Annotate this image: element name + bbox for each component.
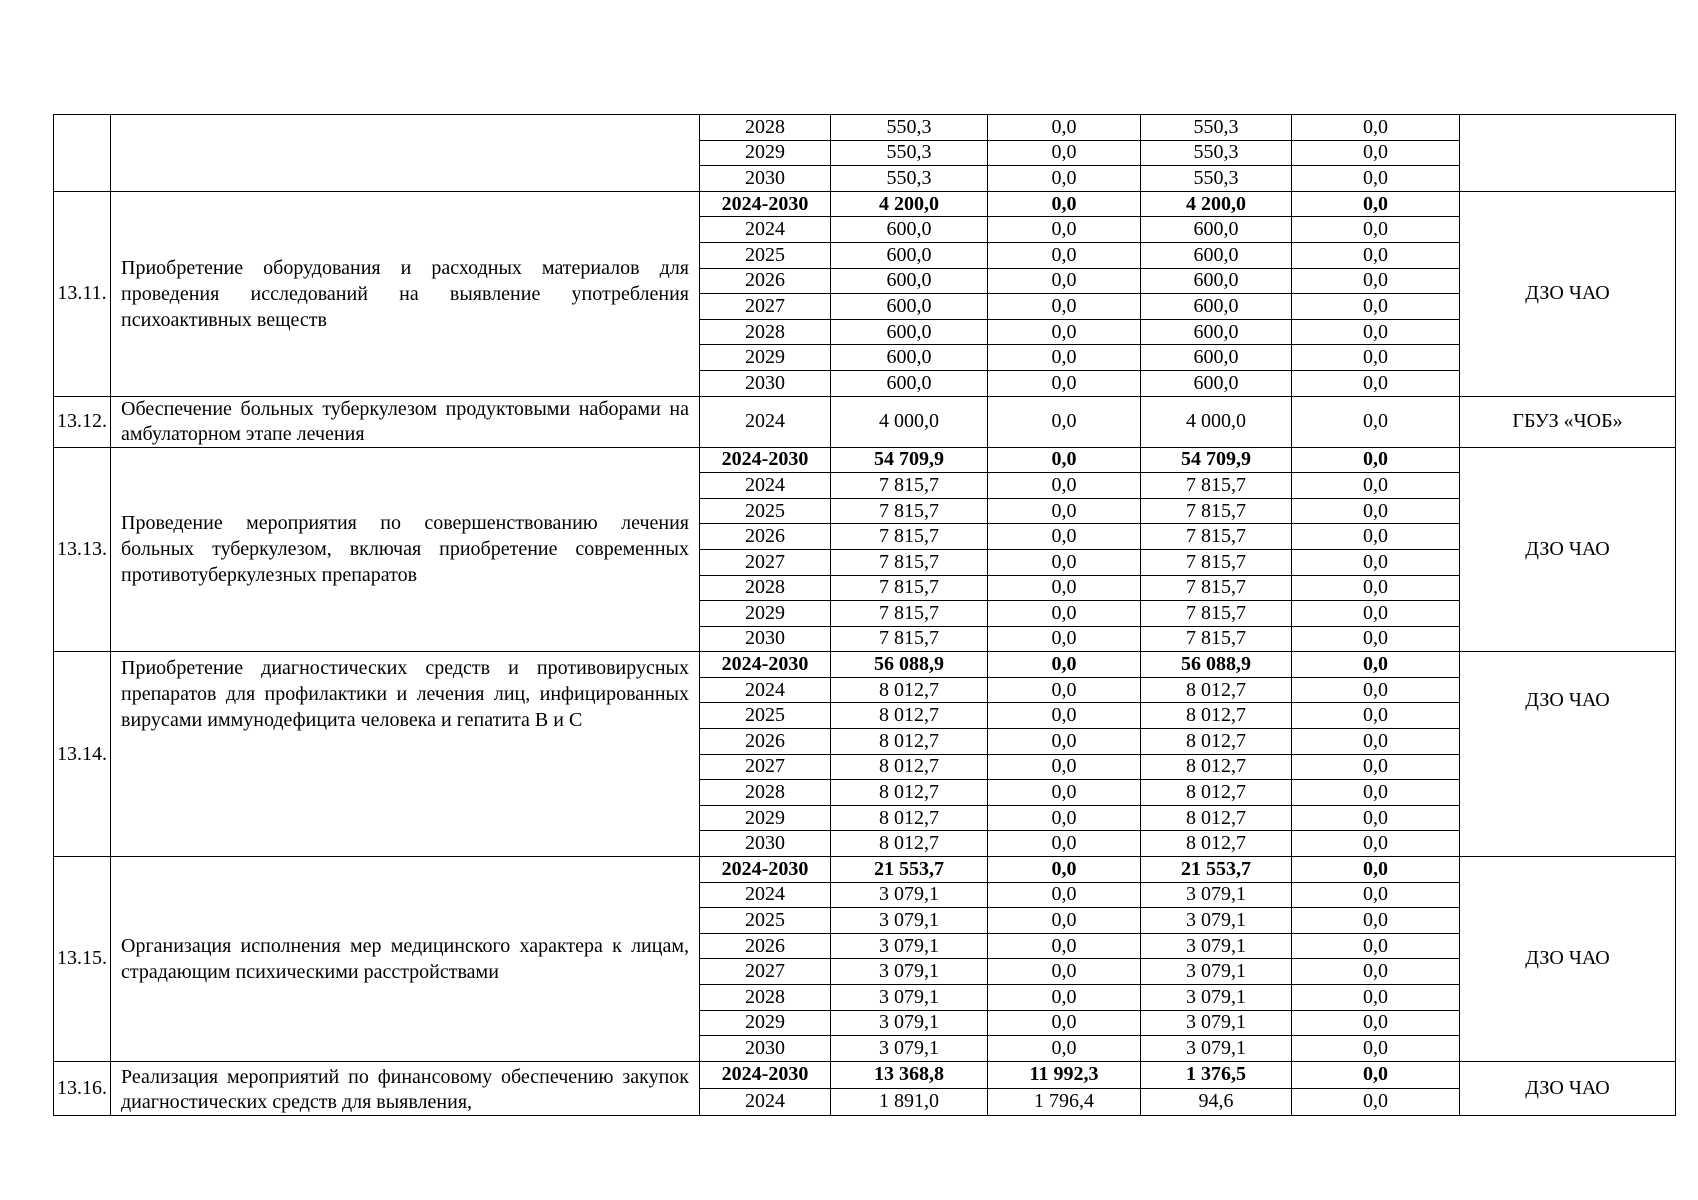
other-cell: 0,0 [1292, 294, 1460, 320]
other-cell: 0,0 [1292, 754, 1460, 780]
item-number: 13.14. [54, 652, 111, 857]
table-row [54, 652, 1676, 678]
total-cell: 4 200,0 [831, 191, 988, 217]
regional-cell: 550,3 [1141, 115, 1292, 141]
other-cell: 0,0 [1292, 933, 1460, 959]
regional-cell: 600,0 [1141, 345, 1292, 371]
regional-cell: 54 709,9 [1141, 447, 1292, 473]
other-cell: 0,0 [1292, 370, 1460, 396]
total-cell: 7 815,7 [831, 575, 988, 601]
item-number: 13.15. [54, 857, 111, 1062]
federal-cell: 0,0 [988, 217, 1141, 243]
executor-cell: ДЗО ЧАО [1460, 857, 1676, 1062]
federal-cell: 0,0 [988, 166, 1141, 192]
total-cell: 3 079,1 [831, 908, 988, 934]
regional-cell: 550,3 [1141, 140, 1292, 166]
federal-cell: 0,0 [988, 959, 1141, 985]
year-cell: 2024 [700, 882, 831, 908]
table-row [54, 1061, 1676, 1088]
year-cell: 2030 [700, 370, 831, 396]
federal-cell: 0,0 [988, 268, 1141, 294]
regional-cell: 8 012,7 [1141, 703, 1292, 729]
regional-cell: 8 012,7 [1141, 831, 1292, 857]
other-cell: 0,0 [1292, 447, 1460, 473]
total-cell: 8 012,7 [831, 780, 988, 806]
total-cell: 1 891,0 [831, 1088, 988, 1115]
regional-cell: 7 815,7 [1141, 498, 1292, 524]
regional-cell: 8 012,7 [1141, 729, 1292, 755]
total-cell: 8 012,7 [831, 831, 988, 857]
total-cell: 8 012,7 [831, 754, 988, 780]
other-cell: 0,0 [1292, 268, 1460, 294]
regional-cell: 4 200,0 [1141, 191, 1292, 217]
other-cell: 0,0 [1292, 575, 1460, 601]
year-cell: 2029 [700, 1010, 831, 1036]
federal-cell: 0,0 [988, 908, 1141, 934]
total-cell: 600,0 [831, 319, 988, 345]
regional-cell: 600,0 [1141, 370, 1292, 396]
regional-cell: 3 079,1 [1141, 908, 1292, 934]
regional-cell: 8 012,7 [1141, 677, 1292, 703]
federal-cell: 0,0 [988, 396, 1141, 447]
total-cell: 3 079,1 [831, 1010, 988, 1036]
federal-cell: 0,0 [988, 524, 1141, 550]
total-cell: 7 815,7 [831, 601, 988, 627]
other-cell: 0,0 [1292, 345, 1460, 371]
other-cell: 0,0 [1292, 729, 1460, 755]
other-cell: 0,0 [1292, 626, 1460, 652]
other-cell: 0,0 [1292, 524, 1460, 550]
year-cell: 2024-2030 [700, 857, 831, 883]
executor-cell: ДЗО ЧАО [1460, 191, 1676, 396]
year-cell: 2029 [700, 140, 831, 166]
regional-cell: 3 079,1 [1141, 959, 1292, 985]
table-row [54, 447, 1676, 473]
total-cell: 600,0 [831, 242, 988, 268]
federal-cell: 0,0 [988, 370, 1141, 396]
federal-cell: 0,0 [988, 1010, 1141, 1036]
other-cell: 0,0 [1292, 396, 1460, 447]
regional-cell: 3 079,1 [1141, 1010, 1292, 1036]
executor-cell: ГБУЗ «ЧОБ» [1460, 396, 1676, 447]
program-funding-table [53, 114, 1676, 1116]
federal-cell: 0,0 [988, 933, 1141, 959]
executor-cell: ДЗО ЧАО [1460, 1061, 1676, 1115]
year-cell: 2024-2030 [700, 652, 831, 678]
other-cell: 0,0 [1292, 140, 1460, 166]
year-cell: 2030 [700, 1036, 831, 1062]
item-number [54, 115, 111, 192]
other-cell: 0,0 [1292, 908, 1460, 934]
regional-cell: 7 815,7 [1141, 473, 1292, 499]
total-cell: 550,3 [831, 140, 988, 166]
total-cell: 54 709,9 [831, 447, 988, 473]
total-cell: 550,3 [831, 166, 988, 192]
regional-cell: 600,0 [1141, 268, 1292, 294]
total-cell: 8 012,7 [831, 677, 988, 703]
other-cell: 0,0 [1292, 1088, 1460, 1115]
regional-cell: 8 012,7 [1141, 754, 1292, 780]
item-description: Проведение мероприятия по совершенствованию лечения больных туберкулезом, включая приобретение современных противотуберкулезных препаратов [111, 447, 700, 652]
year-cell: 2024 [700, 217, 831, 243]
item-description: Приобретение оборудования и расходных материалов для проведения исследований на выявление употребления психоактивных веществ [111, 191, 700, 396]
federal-cell: 0,0 [988, 345, 1141, 371]
total-cell: 7 815,7 [831, 498, 988, 524]
year-cell: 2024 [700, 1088, 831, 1115]
federal-cell: 0,0 [988, 805, 1141, 831]
regional-cell: 7 815,7 [1141, 601, 1292, 627]
federal-cell: 0,0 [988, 1036, 1141, 1062]
federal-cell: 0,0 [988, 601, 1141, 627]
federal-cell: 1 796,4 [988, 1088, 1141, 1115]
other-cell: 0,0 [1292, 549, 1460, 575]
total-cell: 4 000,0 [831, 396, 988, 447]
other-cell: 0,0 [1292, 780, 1460, 806]
federal-cell: 0,0 [988, 549, 1141, 575]
regional-cell: 600,0 [1141, 217, 1292, 243]
item-description: Обеспечение больных туберкулезом продуктовыми наборами на амбулаторном этапе лечения [111, 396, 700, 447]
regional-cell: 7 815,7 [1141, 524, 1292, 550]
year-cell: 2027 [700, 754, 831, 780]
federal-cell: 11 992,3 [988, 1061, 1141, 1088]
year-cell: 2029 [700, 805, 831, 831]
federal-cell: 0,0 [988, 447, 1141, 473]
executor-cell: ДЗО ЧАО [1460, 447, 1676, 652]
total-cell: 7 815,7 [831, 626, 988, 652]
other-cell: 0,0 [1292, 677, 1460, 703]
regional-cell: 1 376,5 [1141, 1061, 1292, 1088]
other-cell: 0,0 [1292, 857, 1460, 883]
other-cell: 0,0 [1292, 959, 1460, 985]
federal-cell: 0,0 [988, 294, 1141, 320]
year-cell: 2027 [700, 959, 831, 985]
regional-cell: 550,3 [1141, 166, 1292, 192]
other-cell: 0,0 [1292, 166, 1460, 192]
year-cell: 2026 [700, 268, 831, 294]
year-cell: 2029 [700, 601, 831, 627]
total-cell: 3 079,1 [831, 882, 988, 908]
item-number: 13.11. [54, 191, 111, 396]
total-cell: 3 079,1 [831, 933, 988, 959]
total-cell: 600,0 [831, 370, 988, 396]
other-cell: 0,0 [1292, 1010, 1460, 1036]
item-number: 13.12. [54, 396, 111, 447]
regional-cell: 3 079,1 [1141, 933, 1292, 959]
federal-cell: 0,0 [988, 831, 1141, 857]
year-cell: 2026 [700, 933, 831, 959]
regional-cell: 3 079,1 [1141, 985, 1292, 1011]
year-cell: 2027 [700, 294, 831, 320]
federal-cell: 0,0 [988, 677, 1141, 703]
other-cell: 0,0 [1292, 473, 1460, 499]
other-cell: 0,0 [1292, 831, 1460, 857]
executor-cell: ДЗО ЧАО [1460, 652, 1676, 857]
federal-cell: 0,0 [988, 729, 1141, 755]
total-cell: 3 079,1 [831, 985, 988, 1011]
other-cell: 0,0 [1292, 1036, 1460, 1062]
item-number: 13.16. [54, 1061, 111, 1115]
total-cell: 8 012,7 [831, 703, 988, 729]
other-cell: 0,0 [1292, 217, 1460, 243]
federal-cell: 0,0 [988, 191, 1141, 217]
federal-cell: 0,0 [988, 140, 1141, 166]
federal-cell: 0,0 [988, 780, 1141, 806]
year-cell: 2024 [700, 677, 831, 703]
federal-cell: 0,0 [988, 242, 1141, 268]
year-cell: 2026 [700, 524, 831, 550]
total-cell: 600,0 [831, 345, 988, 371]
total-cell: 8 012,7 [831, 729, 988, 755]
year-cell: 2026 [700, 729, 831, 755]
total-cell: 13 368,8 [831, 1061, 988, 1088]
total-cell: 7 815,7 [831, 524, 988, 550]
other-cell: 0,0 [1292, 805, 1460, 831]
regional-cell: 600,0 [1141, 319, 1292, 345]
other-cell: 0,0 [1292, 498, 1460, 524]
year-cell: 2029 [700, 345, 831, 371]
federal-cell: 0,0 [988, 319, 1141, 345]
year-cell: 2024-2030 [700, 447, 831, 473]
regional-cell: 94,6 [1141, 1088, 1292, 1115]
year-cell: 2028 [700, 115, 831, 141]
regional-cell: 3 079,1 [1141, 882, 1292, 908]
year-cell: 2030 [700, 831, 831, 857]
year-cell: 2025 [700, 242, 831, 268]
total-cell: 7 815,7 [831, 549, 988, 575]
other-cell: 0,0 [1292, 1061, 1460, 1088]
federal-cell: 0,0 [988, 473, 1141, 499]
table-row [54, 115, 1676, 141]
federal-cell: 0,0 [988, 857, 1141, 883]
year-cell: 2030 [700, 626, 831, 652]
year-cell: 2024 [700, 473, 831, 499]
regional-cell: 7 815,7 [1141, 575, 1292, 601]
executor-cell [1460, 115, 1676, 192]
federal-cell: 0,0 [988, 575, 1141, 601]
total-cell: 550,3 [831, 115, 988, 141]
year-cell: 2028 [700, 319, 831, 345]
total-cell: 56 088,9 [831, 652, 988, 678]
regional-cell: 8 012,7 [1141, 780, 1292, 806]
federal-cell: 0,0 [988, 882, 1141, 908]
other-cell: 0,0 [1292, 191, 1460, 217]
other-cell: 0,0 [1292, 703, 1460, 729]
other-cell: 0,0 [1292, 985, 1460, 1011]
total-cell: 8 012,7 [831, 805, 988, 831]
regional-cell: 7 815,7 [1141, 626, 1292, 652]
year-cell: 2028 [700, 780, 831, 806]
other-cell: 0,0 [1292, 115, 1460, 141]
total-cell: 600,0 [831, 217, 988, 243]
year-cell: 2025 [700, 498, 831, 524]
regional-cell: 8 012,7 [1141, 805, 1292, 831]
other-cell: 0,0 [1292, 652, 1460, 678]
federal-cell: 0,0 [988, 626, 1141, 652]
total-cell: 3 079,1 [831, 1036, 988, 1062]
federal-cell: 0,0 [988, 985, 1141, 1011]
regional-cell: 56 088,9 [1141, 652, 1292, 678]
table-row [54, 191, 1676, 217]
other-cell: 0,0 [1292, 882, 1460, 908]
total-cell: 7 815,7 [831, 473, 988, 499]
total-cell: 600,0 [831, 294, 988, 320]
federal-cell: 0,0 [988, 498, 1141, 524]
regional-cell: 7 815,7 [1141, 549, 1292, 575]
year-cell: 2030 [700, 166, 831, 192]
total-cell: 21 553,7 [831, 857, 988, 883]
federal-cell: 0,0 [988, 115, 1141, 141]
other-cell: 0,0 [1292, 601, 1460, 627]
table-row [54, 857, 1676, 883]
total-cell: 3 079,1 [831, 959, 988, 985]
other-cell: 0,0 [1292, 319, 1460, 345]
regional-cell: 4 000,0 [1141, 396, 1292, 447]
year-cell: 2024-2030 [700, 191, 831, 217]
year-cell: 2025 [700, 908, 831, 934]
year-cell: 2028 [700, 575, 831, 601]
item-description: Приобретение диагностических средств и противовирусных препаратов для профилактики и лечения лиц, инфицированных вирусами иммунодефицита человека и гепатита B и C [111, 652, 700, 857]
federal-cell: 0,0 [988, 703, 1141, 729]
item-description: Реализация мероприятий по финансовому обеспечению закупок диагностических средств для выявления, [111, 1061, 700, 1115]
year-cell: 2024-2030 [700, 1061, 831, 1088]
regional-cell: 600,0 [1141, 242, 1292, 268]
other-cell: 0,0 [1292, 242, 1460, 268]
federal-cell: 0,0 [988, 652, 1141, 678]
federal-cell: 0,0 [988, 754, 1141, 780]
item-description: Организация исполнения мер медицинского характера к лицам, страдающим психическими расстройствами [111, 857, 700, 1062]
regional-cell: 21 553,7 [1141, 857, 1292, 883]
total-cell: 600,0 [831, 268, 988, 294]
year-cell: 2024 [700, 396, 831, 447]
regional-cell: 3 079,1 [1141, 1036, 1292, 1062]
year-cell: 2027 [700, 549, 831, 575]
regional-cell: 600,0 [1141, 294, 1292, 320]
table-row [54, 396, 1676, 447]
year-cell: 2025 [700, 703, 831, 729]
item-description [111, 115, 700, 192]
item-number: 13.13. [54, 447, 111, 652]
year-cell: 2028 [700, 985, 831, 1011]
